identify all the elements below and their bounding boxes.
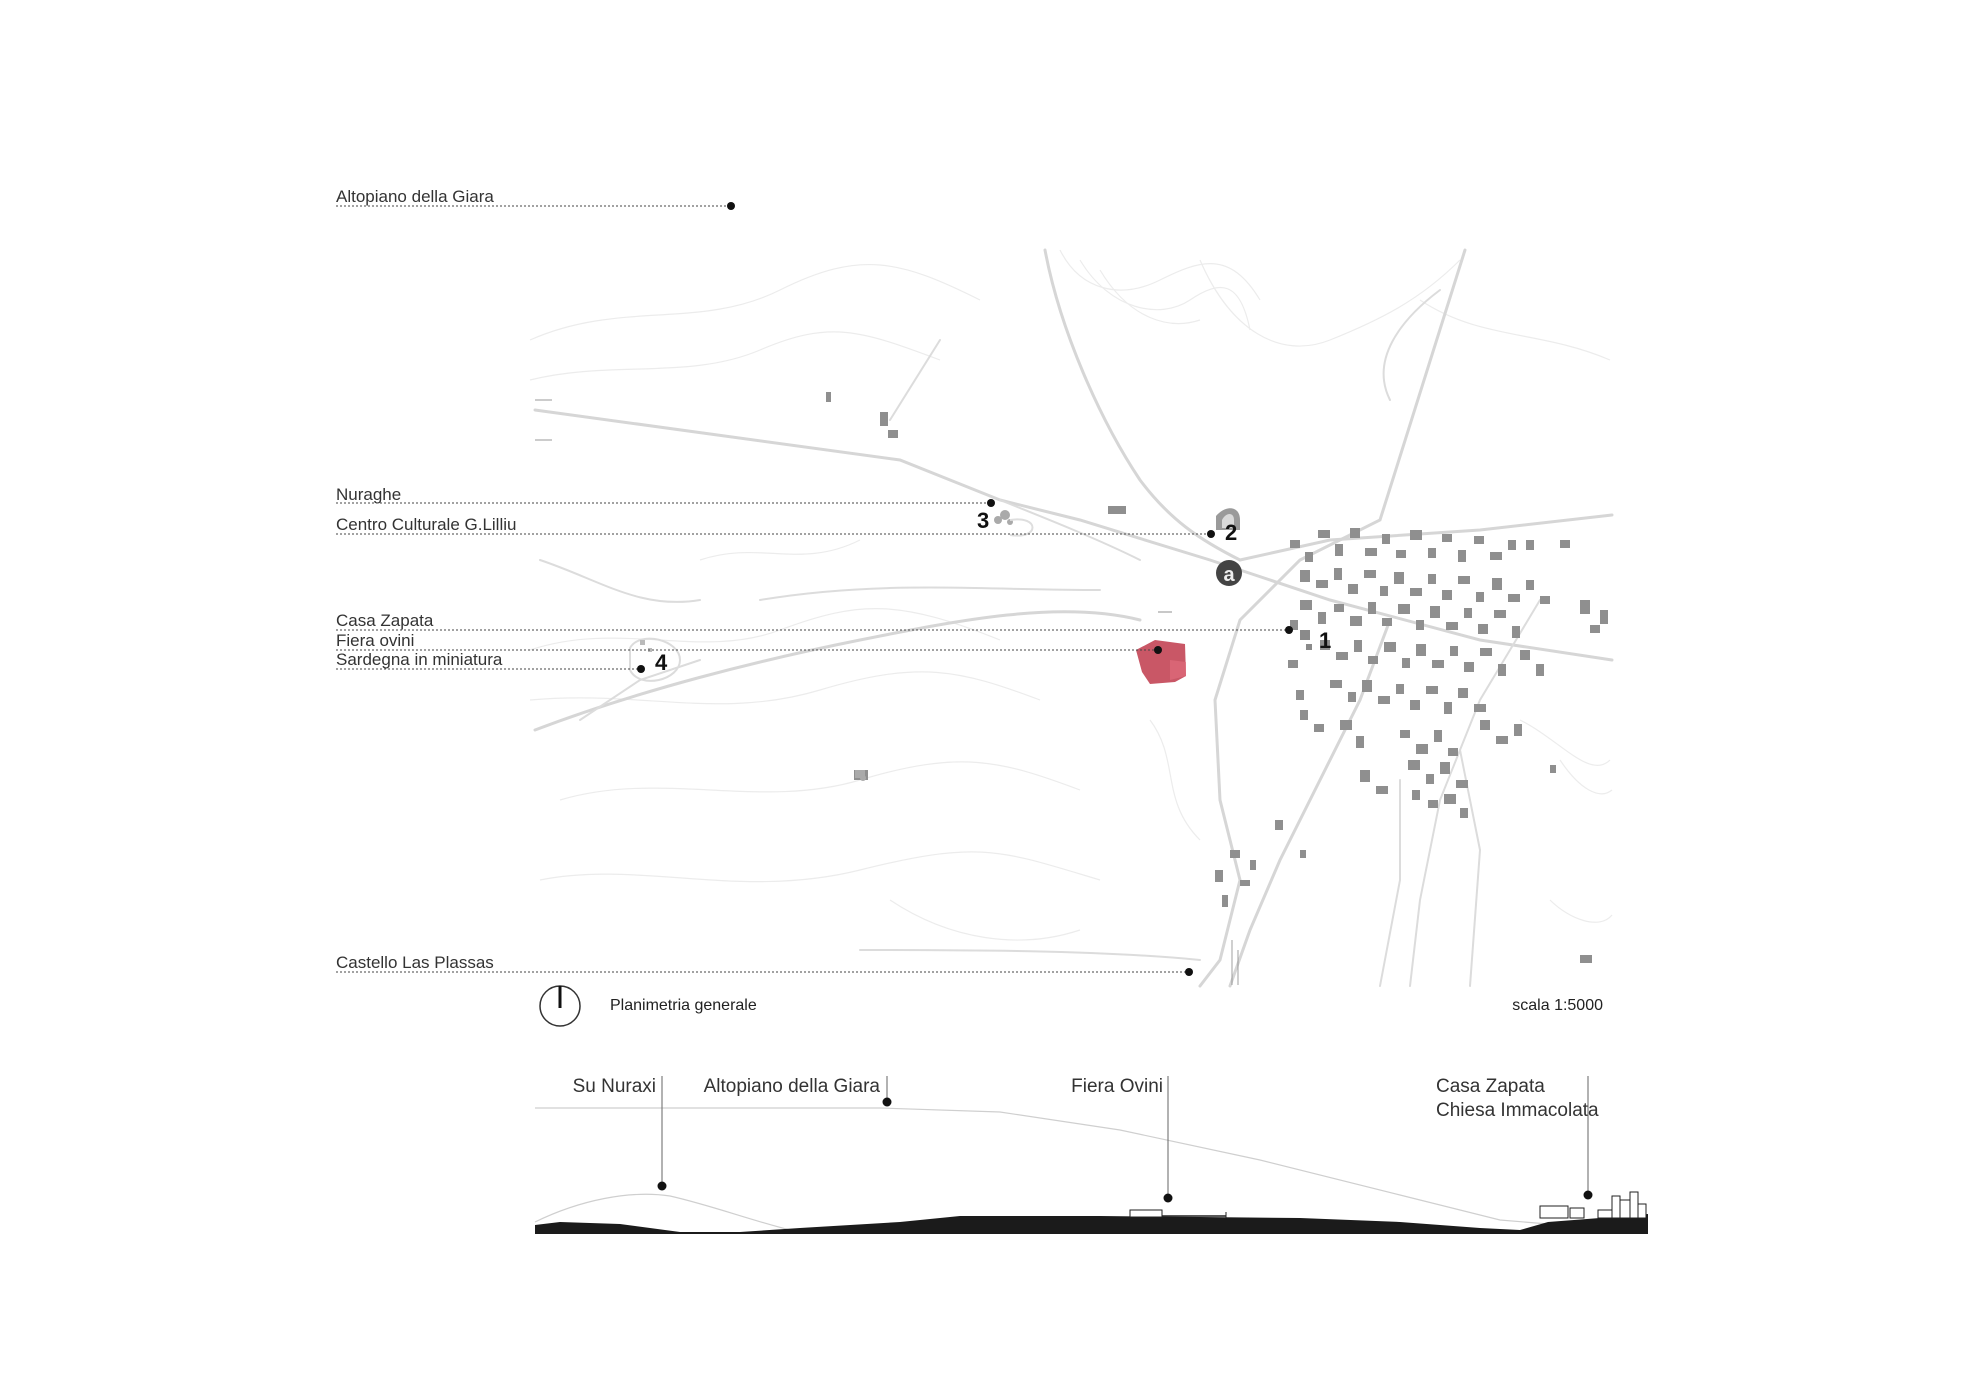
section-label-su-nuraxi: Su Nuraxi	[572, 1076, 656, 1097]
marker-a: a	[1223, 564, 1235, 586]
label-nuraghe: Nuraghe	[336, 485, 402, 504]
leader-dot-centro-culturale	[1207, 530, 1215, 538]
map-area	[525, 248, 1613, 986]
leader-dot-nuraghe	[987, 499, 995, 507]
section-dot-altopiano	[883, 1098, 892, 1107]
marker-4: 4	[655, 650, 668, 675]
leader-dot-altopiano	[727, 202, 735, 210]
section-dot-casa-zapata	[1584, 1191, 1593, 1200]
section-label-altopiano: Altopiano della Giara	[703, 1076, 880, 1097]
casa-zapata-buildings	[1540, 1192, 1646, 1218]
section-dot-su-nuraxi	[658, 1182, 667, 1191]
section-label-chiesa: Chiesa Immacolata	[1436, 1100, 1599, 1121]
marker-2: 2	[1225, 520, 1238, 545]
section-label-fiera-ovini: Fiera Ovini	[1071, 1076, 1163, 1097]
leader-dot-casa-zapata	[1285, 626, 1293, 634]
section-dot-fiera-ovini	[1164, 1194, 1173, 1203]
label-centro-culturale: Centro Culturale G.Lilliu	[336, 515, 517, 534]
label-castello: Castello Las Plassas	[336, 953, 494, 972]
caption-row	[540, 986, 1603, 1026]
leader-dot-sardegna	[637, 665, 645, 673]
label-altopiano: Altopiano della Giara	[336, 187, 494, 206]
section-label-casa-zapata: Casa Zapata	[1436, 1076, 1545, 1097]
ground-mass	[535, 1214, 1648, 1234]
marker-1: 1	[1319, 628, 1332, 653]
terrain-section	[535, 1076, 1648, 1234]
label-casa-zapata: Casa Zapata	[336, 611, 434, 630]
north-arrow-icon	[540, 986, 580, 1026]
label-fiera-ovini: Fiera ovini	[336, 631, 415, 650]
leader-dot-castello	[1185, 968, 1193, 976]
scale-label: scala 1:5000	[1512, 997, 1603, 1014]
label-sardegna: Sardegna in miniatura	[336, 650, 503, 669]
plan-title: Planimetria generale	[610, 997, 757, 1014]
leader-dot-fiera-ovini	[1154, 646, 1162, 654]
marker-3: 3	[977, 508, 990, 533]
